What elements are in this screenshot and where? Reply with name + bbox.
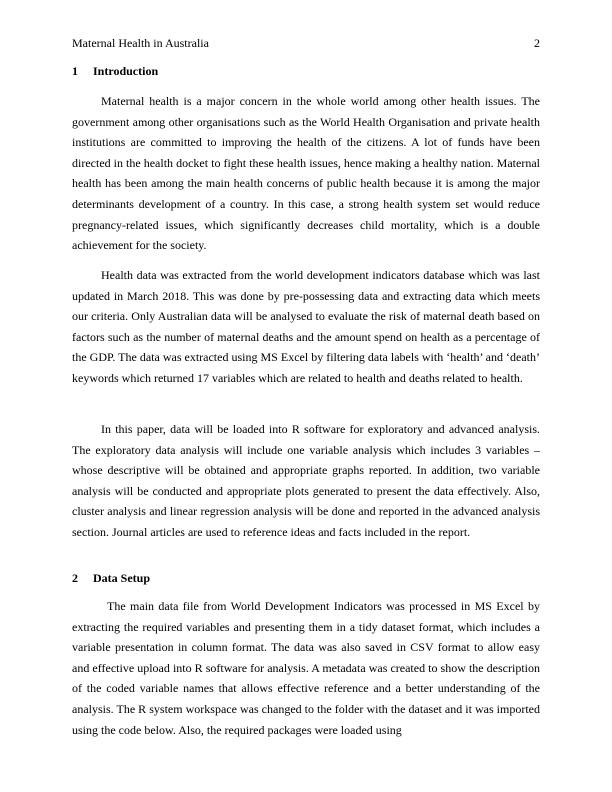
section-heading-introduction (72, 64, 158, 79)
section-heading-data-setup (72, 571, 150, 586)
section-number: 2 (72, 571, 78, 585)
body-paragraph: The main data file from World Development Indicators was processed in MS Excel by extracting the required variables and presenting them in a tidy dataset format, which includes a variable presentation in column format. The data was also saved in CSV format to allow easy and effective upload into R software for analysis. A metadata was created to show the description of the coded variable names that allows effective reference and a better understanding of the analysis. The R system workspace was changed to the folder with the dataset and it was imported using the code below. Also, the required packages were loaded using (72, 599, 540, 737)
section-number: 1 (72, 64, 78, 78)
running-head: Maternal Health in Australia (72, 36, 209, 50)
section-title: Data Setup (93, 571, 151, 585)
page-number: 2 (534, 36, 540, 50)
body-paragraph: Maternal health is a major concern in the whole world among other health issues. The government among other organisations such as the World Health Organisation and private health institutions are committed to improving the health of the citizens. A lot of funds have been directed in the health docket to fight these health issues, hence making a healthy nation. Maternal health has been among the main health concerns of public health because it is among the major determinants development of a country. In this case, a strong health system set would reduce pregnancy-related issues, which significantly decreases child mortality, which is a double achievement for the society. (72, 94, 540, 253)
body-paragraph: Health data was extracted from the world development indicators database which was last updated in March 2018. This was done by pre-possessing data and extracting data which meets our criteria. Only Australian data will be analysed to evaluate the risk of maternal death based on factors such as the number of maternal deaths and the amount spend on health as a percentage of the GDP. The data was extracted using MS Excel by filtering data labels with ‘health’ and ‘death’ keywords which returned 17 variables which are related to health and deaths related to health. (72, 268, 540, 385)
section-title: Introduction (93, 64, 159, 78)
body-paragraph: In this paper, data will be loaded into R software for exploratory and advanced analysis. The exploratory data analysis will include one variable analysis which includes 3 variables – whose descriptive will be obtained and appropriate graphs reported. In addition, two variable analysis will be conducted and appropriate plots generated to present the data effectively. Also, cluster analysis and linear regression analysis will be done and reported in the advanced analysis section. Journal articles are used to reference ideas and facts included in the report. (72, 422, 540, 539)
